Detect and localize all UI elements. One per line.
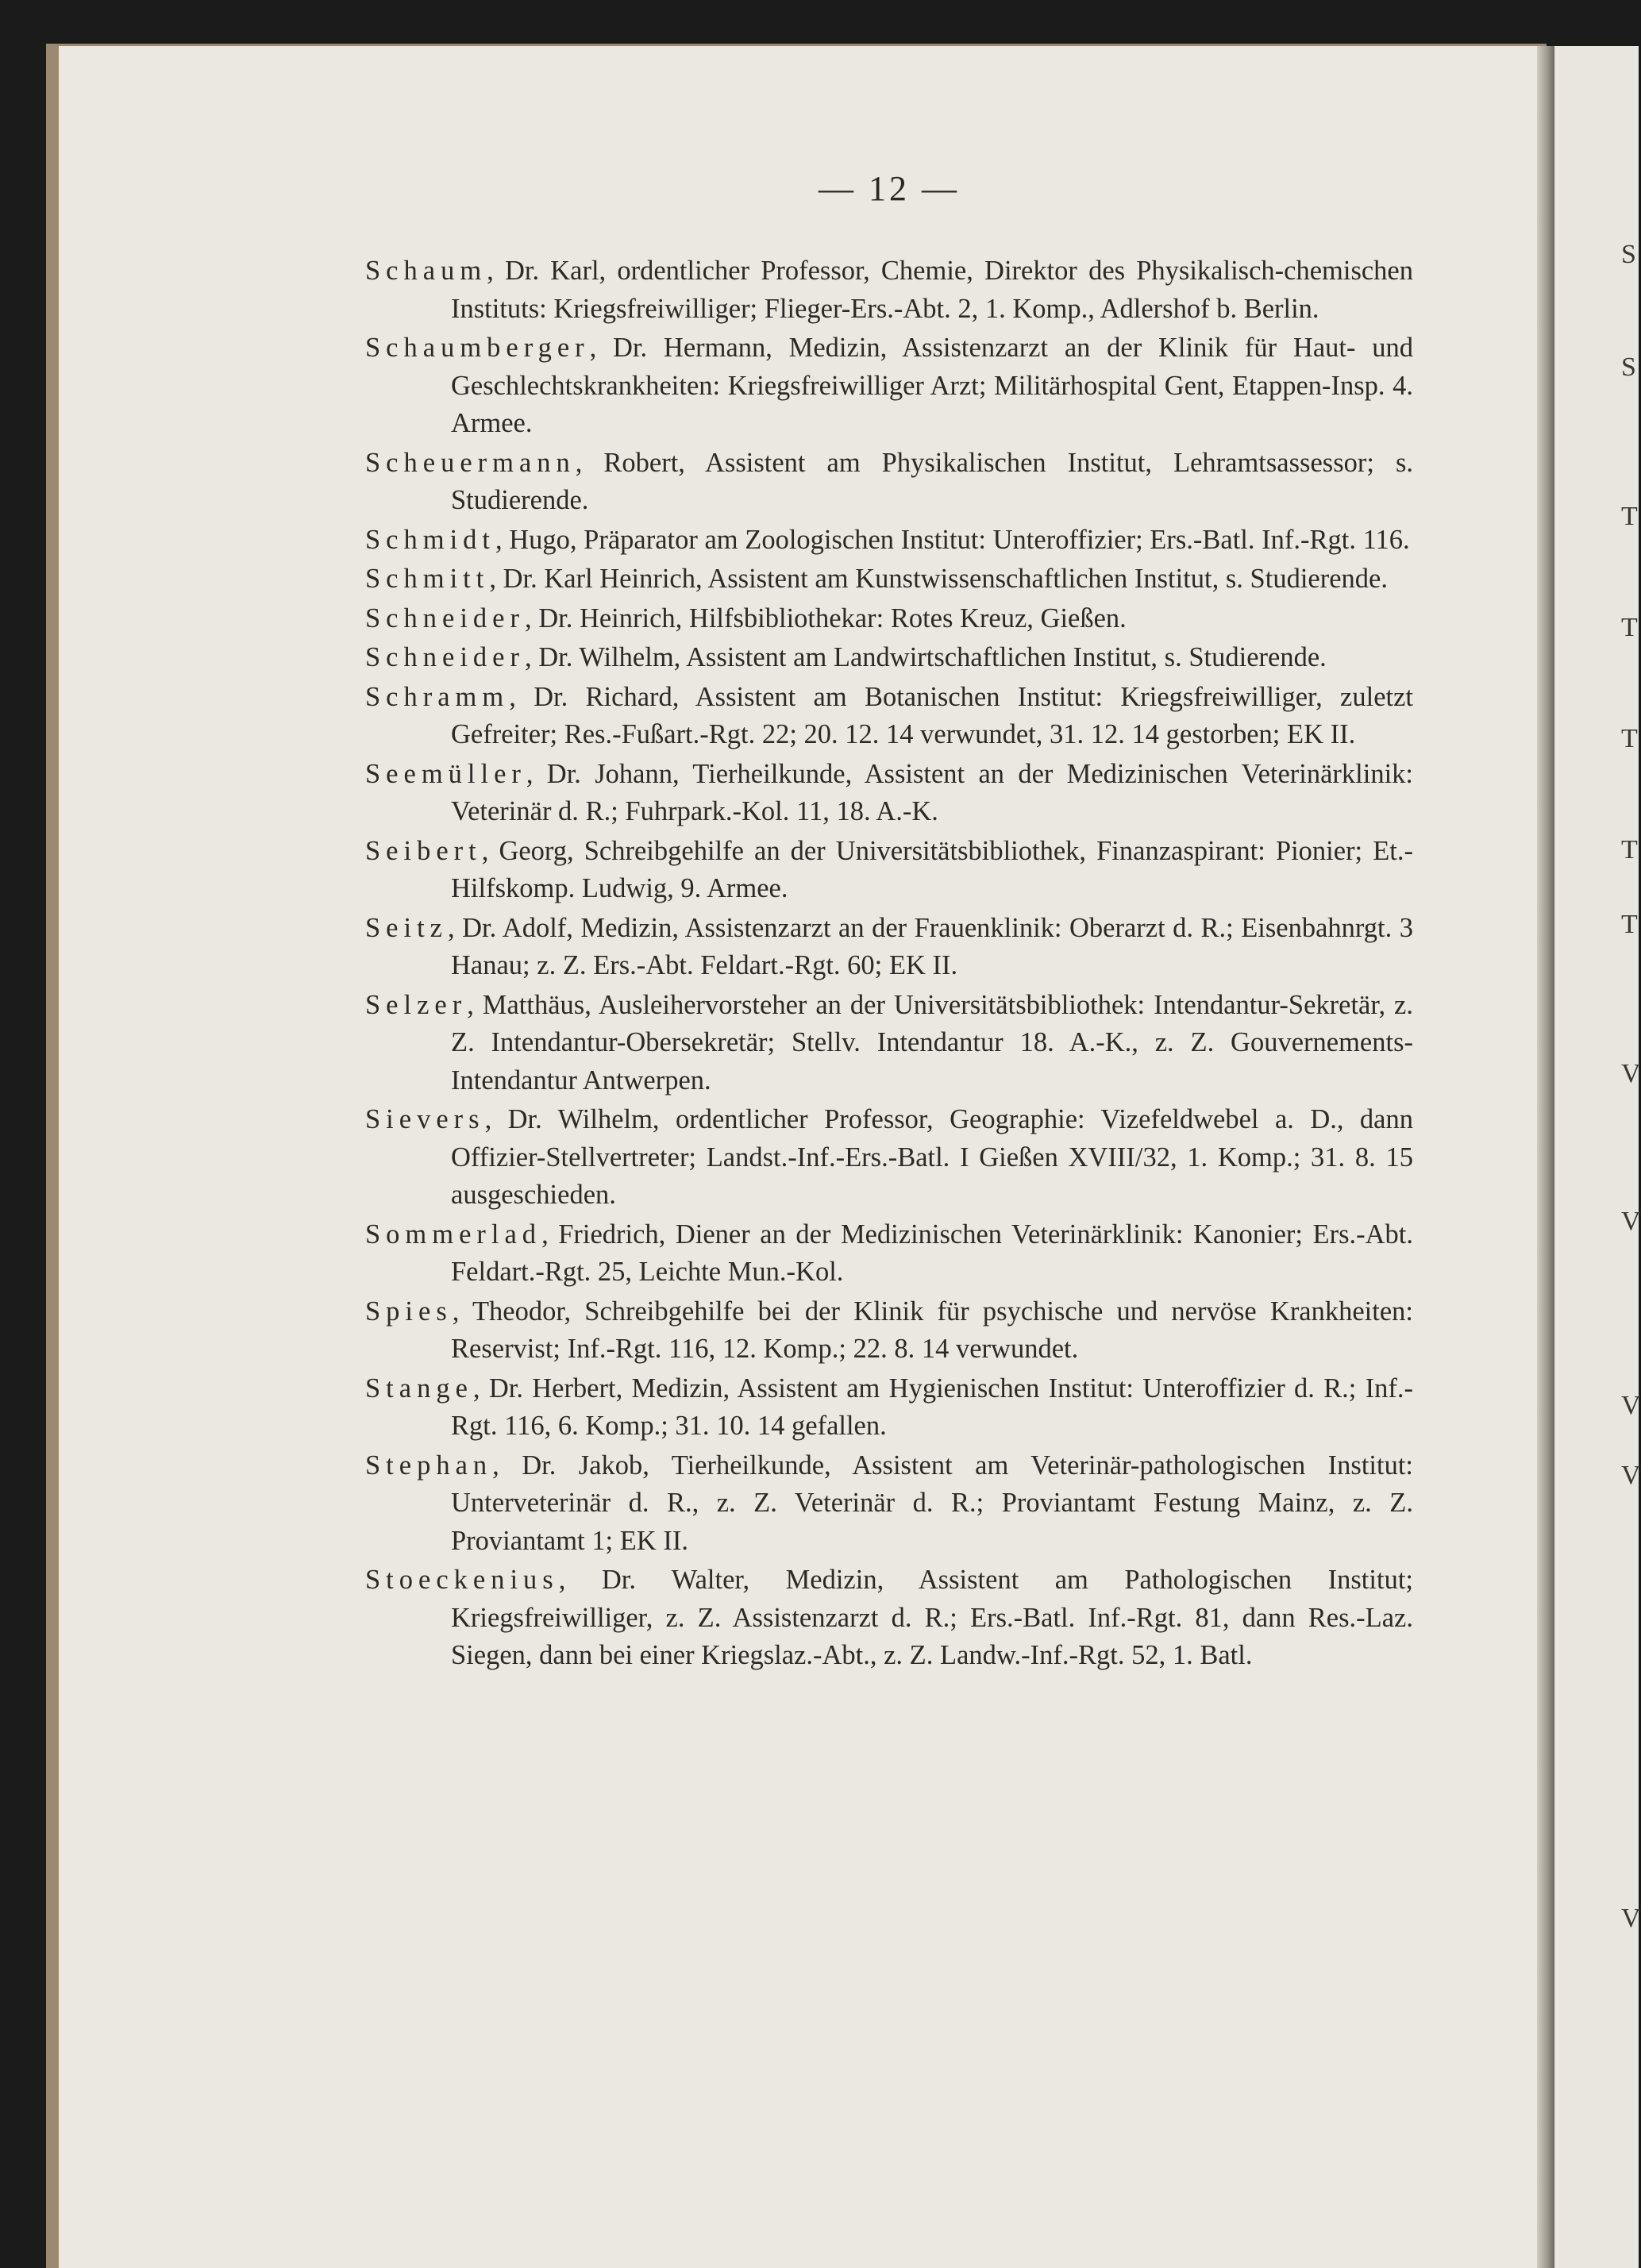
list-item	[365, 1370, 1413, 1446]
entry-surname: Schmitt	[365, 564, 490, 594]
entry-details: , Theodor, Schreibgehilfe bei der Klinik für psychische und nervöse Krankheiten: Reservist; Inf.-Rgt. 116, 12. Komp.; 22. 8. 14 verwundet.	[451, 1296, 1413, 1364]
entry-details: , Dr. Johann, Tierheilkunde, Assistent an der Medizinischen Veterinärklinik: Veterinär d. R.; Fuhrpark.-Kol. 11, 18. A.-K.	[451, 758, 1413, 826]
list-item	[365, 910, 1413, 985]
adjacent-letter: V	[1621, 1059, 1641, 1088]
list-item	[365, 1216, 1413, 1292]
list-item	[365, 833, 1413, 908]
list-item	[365, 639, 1413, 677]
entry-surname: Schmidt	[365, 524, 496, 555]
list-item	[365, 522, 1413, 560]
entry-surname: Stephan	[365, 1450, 493, 1481]
list-item	[365, 679, 1413, 754]
entry-surname: Schaumberger	[365, 333, 590, 363]
entry-details: , Dr. Walter, Medizin, Assistent am Pathologischen Institut; Kriegsfreiwilliger, z. Z. Assistenzarzt d. R.; Ers.-Batl. Inf.-Rgt. 81, dann Res.-Laz. Siegen, dann bei einer Kriegslaz.-Abt., z. Z. Landw.-Inf.-Rgt. 52, 1. Batl.	[451, 1565, 1413, 1670]
list-item	[365, 987, 1413, 1100]
list-item	[365, 1101, 1413, 1215]
adjacent-letter: V	[1621, 1461, 1641, 1490]
adjacent-letter: T	[1621, 724, 1638, 753]
entry-surname: Scheuermann	[365, 447, 576, 478]
entry-surname: Schneider	[365, 603, 525, 633]
entry-surname: Selzer	[365, 989, 468, 1020]
adjacent-letter: T	[1621, 835, 1638, 864]
list-item	[365, 600, 1413, 638]
entry-details: , Dr. Jakob, Tierheilkunde, Assistent am Veterinär-pathologischen Institut: Unterveterinär d. R., z. Z. Veterinär d. R.; Proviantamt Festung Mainz, z. Z. Proviantamt 1; EK II.	[451, 1450, 1413, 1556]
adjacent-letter: T	[1621, 613, 1638, 642]
entry-details: , Dr. Wilhelm, Assistent am Landwirtschaftlichen Institut, s. Studierende.	[524, 642, 1327, 672]
entry-surname: Seibert	[365, 835, 482, 866]
entry-details: , Matthäus, Ausleihervorsteher an der Universitätsbibliothek: Intendantur-Sekretär, z. Z. Intendantur-Obersekretär; Stellv. Intendantur 18. A.-K., z. Z. Gouvernements-Intendantur Antwerpen.	[451, 989, 1413, 1095]
entry-surname: Spies	[365, 1296, 453, 1327]
adjacent-letter: T	[1621, 910, 1638, 939]
entry-surname: Stange	[365, 1373, 473, 1404]
entry-details: , Dr. Herbert, Medizin, Assistent am Hygienischen Institut: Unteroffizier d. R.; Inf.-Rgt. 116, 6. Komp.; 31. 10. 14 gefallen.	[451, 1373, 1413, 1441]
entry-details: , Dr. Wilhelm, ordentlicher Professor, Geographie: Vizefeldwebel a. D., dann Offizier-Stellvertreter; Landst.-Inf.-Ers.-Batl. I Gießen XVIII/32, 1. Komp.; 31. 8. 15 ausgeschieden.	[451, 1104, 1413, 1210]
entry-details: , Robert, Assistent am Physikalischen Institut, Lehramtsassessor; s. Studierende.	[451, 447, 1413, 515]
book-gutter	[1537, 46, 1554, 2268]
list-item	[365, 1293, 1413, 1369]
entry-details: , Dr. Heinrich, Hilfsbibliothekar: Rotes Kreuz, Gießen.	[524, 603, 1127, 633]
entry-surname: Sommerlad	[365, 1219, 542, 1250]
entry-surname: Seemüller	[365, 758, 526, 789]
entry-surname: Seitz	[365, 912, 448, 943]
adjacent-letter: V	[1621, 1207, 1641, 1236]
page-number: — 12 —	[819, 169, 960, 208]
entry-surname: Sievers	[365, 1104, 485, 1134]
entry-surname: Schramm	[365, 681, 510, 712]
entry-surname: Schneider	[365, 642, 525, 672]
adjacent-letter: S	[1621, 240, 1636, 269]
entry-details: , Georg, Schreibgehilfe an der Universitätsbibliothek, Finanzaspirant: Pionier; Et.-Hilfskomp. Ludwig, 9. Armee.	[451, 835, 1413, 903]
directory-entries	[365, 252, 1413, 1677]
entry-surname: Schaum	[365, 256, 487, 286]
entry-details: , Dr. Hermann, Medizin, Assistenzarzt an der Klinik für Haut- und Geschlechtskrankheiten: Kriegsfreiwilliger Arzt; Militärhospital Gent, Etappen-Insp. 4. Armee.	[451, 333, 1413, 438]
entry-details: , Dr. Adolf, Medizin, Assistenzarzt an der Frauenklinik: Oberarzt d. R.; Eisenbahnrgt. 3 Hanau; z. Z. Ers.-Abt. Feldart.-Rgt. 60; EK II.	[447, 912, 1413, 980]
list-item	[365, 560, 1413, 599]
adjacent-letter: V	[1621, 1391, 1641, 1420]
entry-details: , Hugo, Präparator am Zoologischen Institut: Unteroffizier; Ers.-Batl. Inf.-Rgt. 116.	[495, 524, 1410, 555]
list-item	[365, 1447, 1413, 1561]
entry-details: , Dr. Karl Heinrich, Assistent am Kunstwissenschaftlichen Institut, s. Studierende.	[489, 564, 1388, 594]
adjacent-letter: S	[1621, 352, 1636, 382]
entry-surname: Stoeckenius	[365, 1565, 559, 1595]
adjacent-letter: T	[1621, 502, 1638, 531]
entry-details: , Friedrich, Diener an der Medizinischen Veterinärklinik: Kanonier; Ers.-Abt. Feldart.-Rgt. 25, Leichte Mun.-Kol.	[451, 1219, 1413, 1287]
list-item	[365, 329, 1413, 443]
entry-details: , Dr. Richard, Assistent am Botanischen Institut: Kriegsfreiwilliger, zuletzt Gefreiter; Res.-Fußart.-Rgt. 22; 20. 12. 14 verwundet, 31. 12. 14 gestorben; EK II.	[451, 681, 1413, 749]
list-item	[365, 445, 1413, 520]
adjacent-letter: V	[1621, 1904, 1641, 1933]
list-item	[365, 1561, 1413, 1675]
entry-details: , Dr. Karl, ordentlicher Professor, Chemie, Direktor des Physikalisch-chemischen Instituts: Kriegsfreiwilliger; Flieger-Ers.-Abt. 2, 1. Komp., Adlershof b. Berlin.	[451, 256, 1413, 324]
list-item	[365, 756, 1413, 831]
list-item	[365, 252, 1413, 328]
